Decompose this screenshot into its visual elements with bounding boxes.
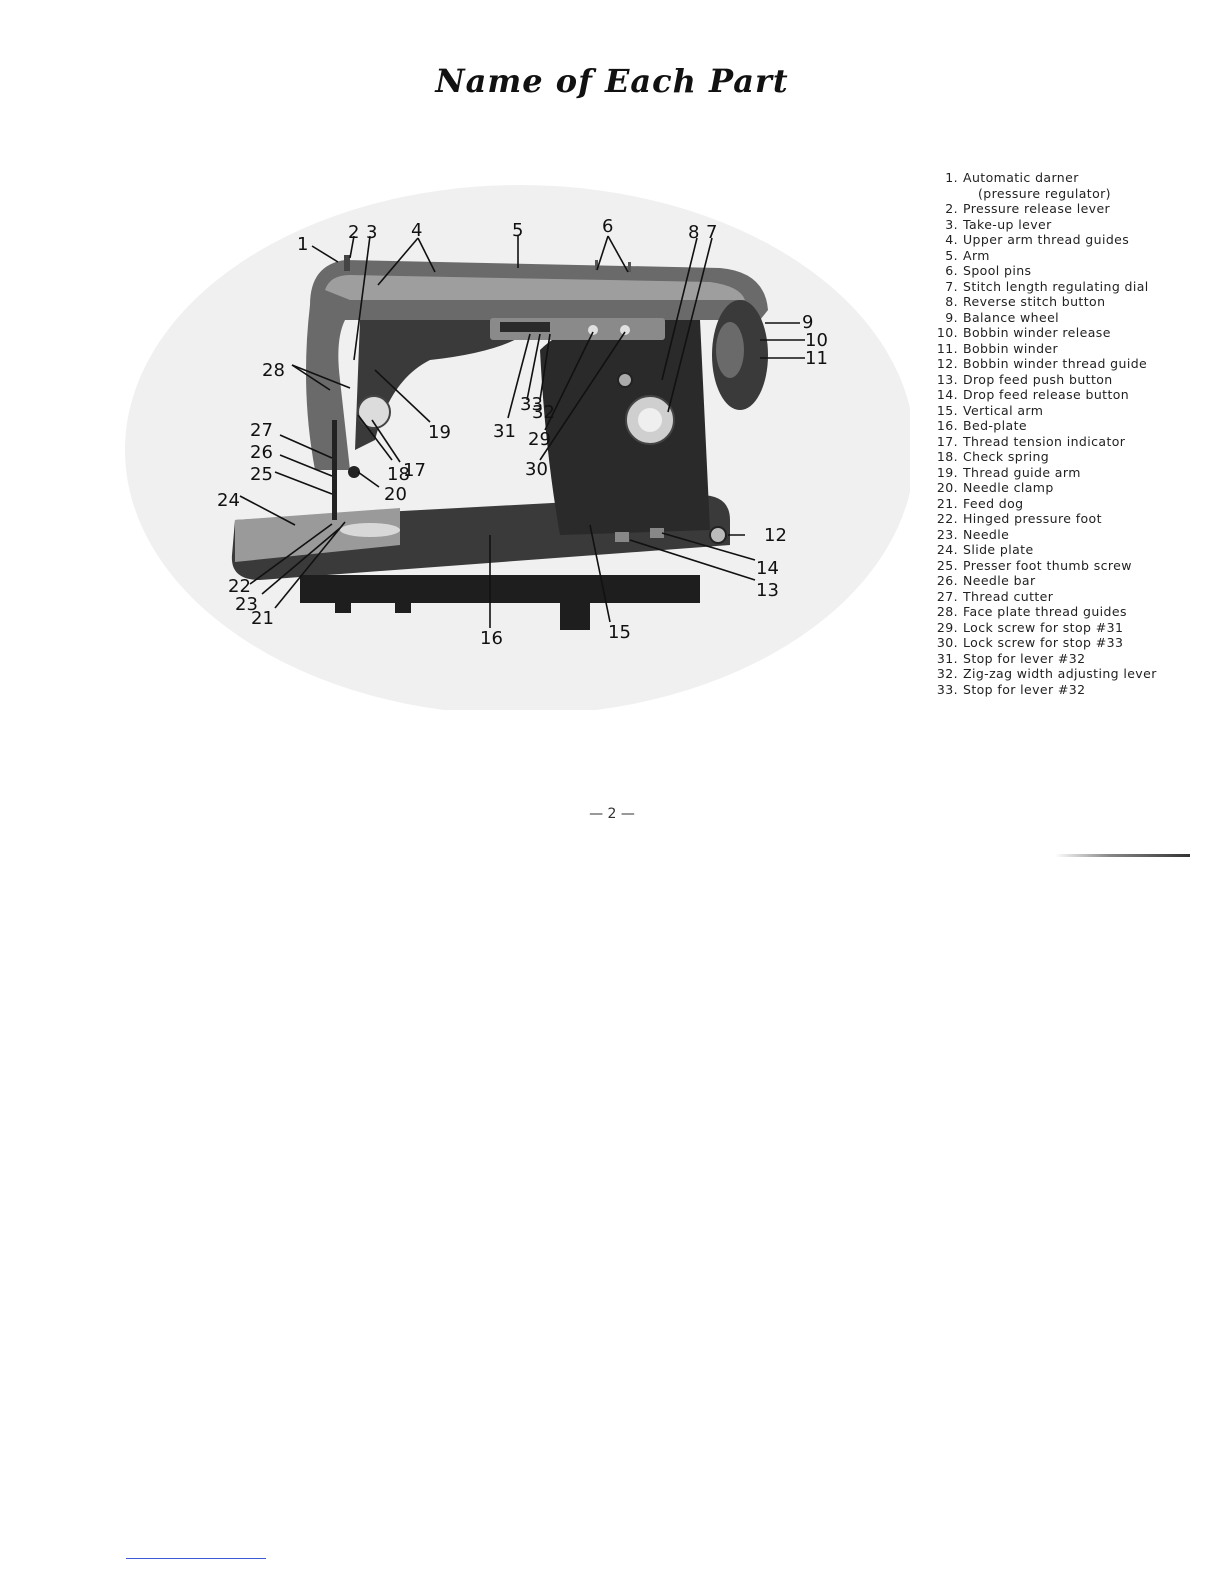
list-item: 21. Feed dog	[936, 495, 1024, 511]
callout-19: 19	[428, 422, 451, 443]
scan-artifact-line	[1055, 854, 1190, 857]
list-item: 18. Check spring	[936, 449, 1050, 464]
callout-1: 1	[297, 234, 309, 255]
machine-foot-mid	[395, 595, 411, 613]
callout-6: 6	[602, 216, 614, 237]
list-item: 10. Bobbin winder release	[936, 325, 1111, 340]
list-item: 32. Zig-zag width adjusting lever	[936, 666, 1157, 681]
bobbin-thread-guide	[710, 527, 726, 543]
callout-24: 24	[217, 490, 240, 511]
list-item: 26. Needle bar	[936, 573, 1036, 588]
zigzag-lever	[500, 322, 550, 332]
list-item: 30. Lock screw for stop #33	[936, 635, 1124, 650]
list-item: 20. Needle clamp	[936, 480, 1054, 495]
automatic-darner-knob	[344, 255, 350, 271]
list-item: 7. Stitch length regulating dial	[945, 278, 1149, 294]
callout-32: 32	[532, 402, 555, 423]
list-item: 19. Thread guide arm	[936, 464, 1081, 480]
callout-18: 18	[387, 464, 410, 485]
list-item: 15. Vertical arm	[936, 402, 1044, 418]
callout-15: 15	[608, 622, 631, 643]
list-item: 29. Lock screw for stop #31	[936, 619, 1124, 635]
callout-25: 25	[250, 464, 273, 485]
list-item: 31. Stop for lever #32	[936, 650, 1086, 666]
list-item: 24. Slide plate	[936, 542, 1034, 557]
callout-5: 5	[512, 220, 524, 241]
callout-11: 11	[805, 348, 828, 369]
list-item: 23. Needle	[936, 526, 1010, 542]
list-item: 17. Thread tension indicator	[936, 433, 1126, 449]
callout-29: 29	[528, 429, 551, 450]
callout-4: 4	[411, 220, 423, 241]
list-item: 3. Take-up lever	[945, 216, 1052, 232]
list-item: 28. Face plate thread guides	[936, 604, 1127, 619]
spool-pin-2	[628, 262, 631, 272]
list-item: 9. Balance wheel	[945, 309, 1060, 325]
list-item: 5. Arm	[945, 247, 990, 263]
needle-bar	[332, 420, 337, 520]
bobbin-winder	[716, 322, 744, 378]
machine-base	[300, 575, 700, 603]
list-item: 12. Bobbin winder thread guide	[936, 356, 1148, 371]
list-item: 14. Drop feed release button	[936, 387, 1130, 402]
callout-10: 10	[805, 330, 828, 351]
callout-23: 23	[235, 594, 258, 615]
callout-12: 12	[764, 525, 787, 546]
callout-14: 14	[756, 558, 779, 579]
callout-20: 20	[384, 484, 407, 505]
vertical-arm-shape	[540, 320, 710, 535]
parts-list	[928, 170, 1218, 697]
list-item: 25. Presser foot thumb screw	[936, 557, 1132, 573]
callout-31: 31	[493, 421, 516, 442]
list-item: 27. Thread cutter	[936, 588, 1054, 604]
callout-30: 30	[525, 459, 548, 480]
list-item: 33. Stop for lever #32	[936, 681, 1086, 697]
sewing-machine-illustration	[100, 150, 910, 710]
sewing-machine-figure	[100, 150, 910, 710]
callout-13: 13	[756, 580, 779, 601]
list-item: 13. Drop feed push button	[936, 371, 1113, 387]
callout-9: 9	[802, 312, 814, 333]
list-item: 8. Reverse stitch button	[945, 294, 1106, 309]
page-number: — 2 —	[589, 806, 635, 822]
machine-foot-left	[335, 595, 351, 613]
callout-2: 2	[348, 222, 360, 243]
list-item: 16. Bed-plate	[936, 418, 1027, 433]
callout-7: 7	[706, 222, 718, 243]
lock-screw-33	[620, 325, 630, 335]
callout-8: 8	[688, 222, 700, 243]
callout-26: 26	[250, 442, 273, 463]
bottom-rule	[126, 1558, 266, 1559]
list-item: 1. Automatic darner	[945, 170, 1079, 185]
list-item: 6. Spool pins	[945, 263, 1032, 278]
reverse-stitch-button	[618, 373, 632, 387]
stitch-dial-center	[638, 408, 662, 432]
callout-21: 21	[251, 608, 274, 629]
list-item: 22. Hinged pressure foot	[936, 511, 1102, 526]
callout-17: 17	[403, 460, 426, 481]
callout-27: 27	[250, 420, 273, 441]
callout-3: 3	[366, 222, 378, 243]
callout-16: 16	[480, 628, 503, 649]
callout-33: 33	[520, 394, 543, 415]
list-item: 11. Bobbin winder	[936, 340, 1059, 356]
page-title: Name of Each Part	[435, 62, 789, 100]
callout-22: 22	[228, 576, 251, 597]
list-item-sub: (pressure regulator)	[978, 185, 1111, 201]
list-item: 2. Pressure release lever	[945, 201, 1111, 216]
needle-plate-shape	[340, 523, 400, 537]
list-item: 4. Upper arm thread guides	[945, 232, 1130, 247]
drop-feed-push-button	[615, 532, 629, 542]
drop-feed-release-button	[650, 528, 664, 538]
callout-28: 28	[262, 360, 285, 381]
machine-foot-right	[560, 590, 590, 630]
